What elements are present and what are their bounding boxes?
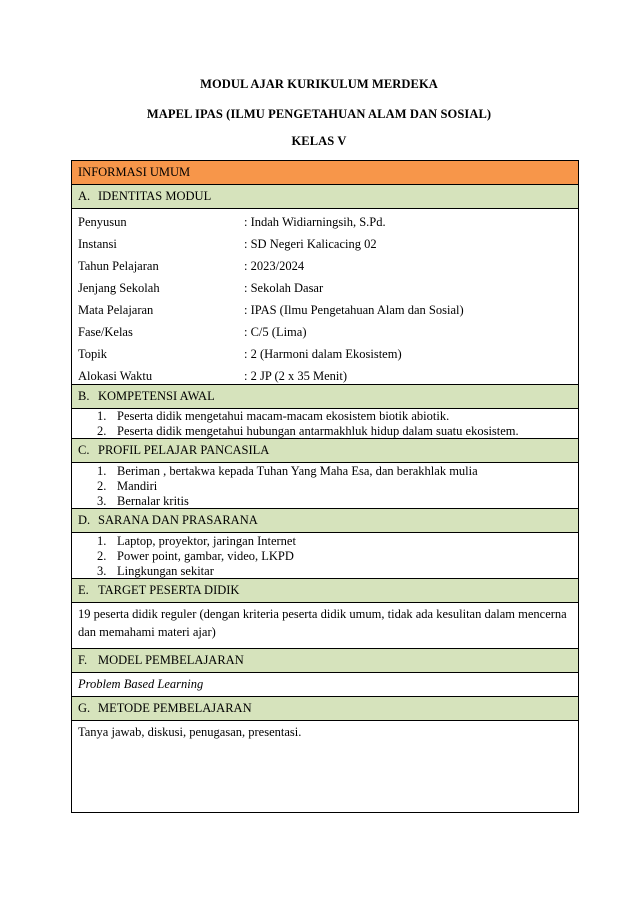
identitas-body xyxy=(72,209,578,385)
identitas-label: Instansi xyxy=(78,237,117,251)
metode-body xyxy=(72,721,578,812)
profil-list xyxy=(72,464,578,509)
section-c-header xyxy=(72,439,578,463)
identitas-label: Penyusun xyxy=(78,215,127,229)
list-item: 1. Laptop, proyektor, jaringan Internet xyxy=(97,534,296,548)
section-d-title: SARANA DAN PRASARANA xyxy=(98,513,258,527)
section-b-header xyxy=(72,385,578,409)
model-text: Problem Based Learning xyxy=(78,677,204,691)
identitas-label: Alokasi Waktu xyxy=(78,369,153,383)
identitas-value: : IPAS (Ilmu Pengetahuan Alam dan Sosial) xyxy=(244,303,464,317)
section-f-letter: F. xyxy=(78,653,88,667)
section-d-header xyxy=(72,509,578,533)
identitas-value: : 2 JP (2 x 35 Menit) xyxy=(244,369,348,383)
section-g-title: METODE PEMBELAJARAN xyxy=(98,701,252,715)
identitas-value: : 2 (Harmoni dalam Ekosistem) xyxy=(244,347,402,361)
section-e-header xyxy=(72,579,578,603)
section-g-header xyxy=(72,697,578,721)
section-a-letter: A. xyxy=(78,189,91,203)
section-g-letter: G. xyxy=(78,701,91,715)
section-a-header xyxy=(72,185,578,209)
identitas-label: Tahun Pelajaran xyxy=(78,259,159,273)
sarana-body xyxy=(72,533,578,579)
doc-title: MODUL AJAR KURIKULUM MERDEKA xyxy=(200,77,438,91)
sarana-list xyxy=(72,534,578,579)
doc-subject: MAPEL IPAS (ILMU PENGETAHUAN ALAM DAN SOSIAL) xyxy=(146,107,492,121)
identitas-value: : Indah Widiarningsih, S.Pd. xyxy=(244,215,386,229)
section-b-letter: B. xyxy=(78,389,90,403)
identitas-label: Topik xyxy=(78,347,107,361)
list-item: 2. Mandiri xyxy=(97,479,158,493)
informasi-umum-header xyxy=(72,161,578,185)
profil-body xyxy=(72,463,578,509)
identitas-value: : 2023/2024 xyxy=(244,259,305,273)
identitas-value: : SD Negeri Kalicacing 02 xyxy=(244,237,377,251)
list-item: 1. Beriman , bertakwa kepada Tuhan Yang Maha Esa, dan berakhlak mulia xyxy=(97,464,478,478)
section-e-title: TARGET PESERTA DIDIK xyxy=(98,583,240,597)
kompetensi-list xyxy=(72,409,578,439)
identitas-value: : Sekolah Dasar xyxy=(244,281,324,295)
section-c-letter: C. xyxy=(78,443,90,457)
module-table xyxy=(71,160,579,813)
doc-class: KELAS V xyxy=(291,134,347,148)
section-a-title: IDENTITAS MODUL xyxy=(98,189,212,203)
informasi-umum-label: INFORMASI UMUM xyxy=(78,165,191,179)
list-item: 2. Power point, gambar, video, LKPD xyxy=(97,549,294,563)
list-item: 1. Peserta didik mengetahui macam-macam ekosistem biotik abiotik. xyxy=(97,409,450,423)
section-f-header xyxy=(72,649,578,673)
metode-text: Tanya jawab, diskusi, penugasan, presentasi. xyxy=(78,725,302,739)
target-text: 19 peserta didik reguler (dengan kriteria peserta didik umum, tidak ada kesulitan dalam mencerna dan memahami materi ajar) xyxy=(78,607,567,639)
section-e-letter: E. xyxy=(78,583,89,597)
section-c-title: PROFIL PELAJAR PANCASILA xyxy=(98,443,270,457)
list-item: 3. Lingkungan sekitar xyxy=(97,564,214,578)
section-b-title: KOMPETENSI AWAL xyxy=(98,389,215,403)
kompetensi-body xyxy=(72,409,578,439)
section-d-letter: D. xyxy=(78,513,91,527)
identitas-value: : C/5 (Lima) xyxy=(244,325,307,339)
identitas-label: Jenjang Sekolah xyxy=(78,281,160,295)
target-body xyxy=(72,603,578,649)
section-f-title: MODEL PEMBELAJARAN xyxy=(98,653,244,667)
list-item: 3. Bernalar kritis xyxy=(97,494,189,508)
model-body xyxy=(72,673,578,697)
identitas-label: Mata Pelajaran xyxy=(78,303,154,317)
identitas-label: Fase/Kelas xyxy=(78,325,133,339)
list-item: 2. Peserta didik mengetahui hubungan antarmakhluk hidup dalam suatu ekosistem. xyxy=(97,424,519,438)
